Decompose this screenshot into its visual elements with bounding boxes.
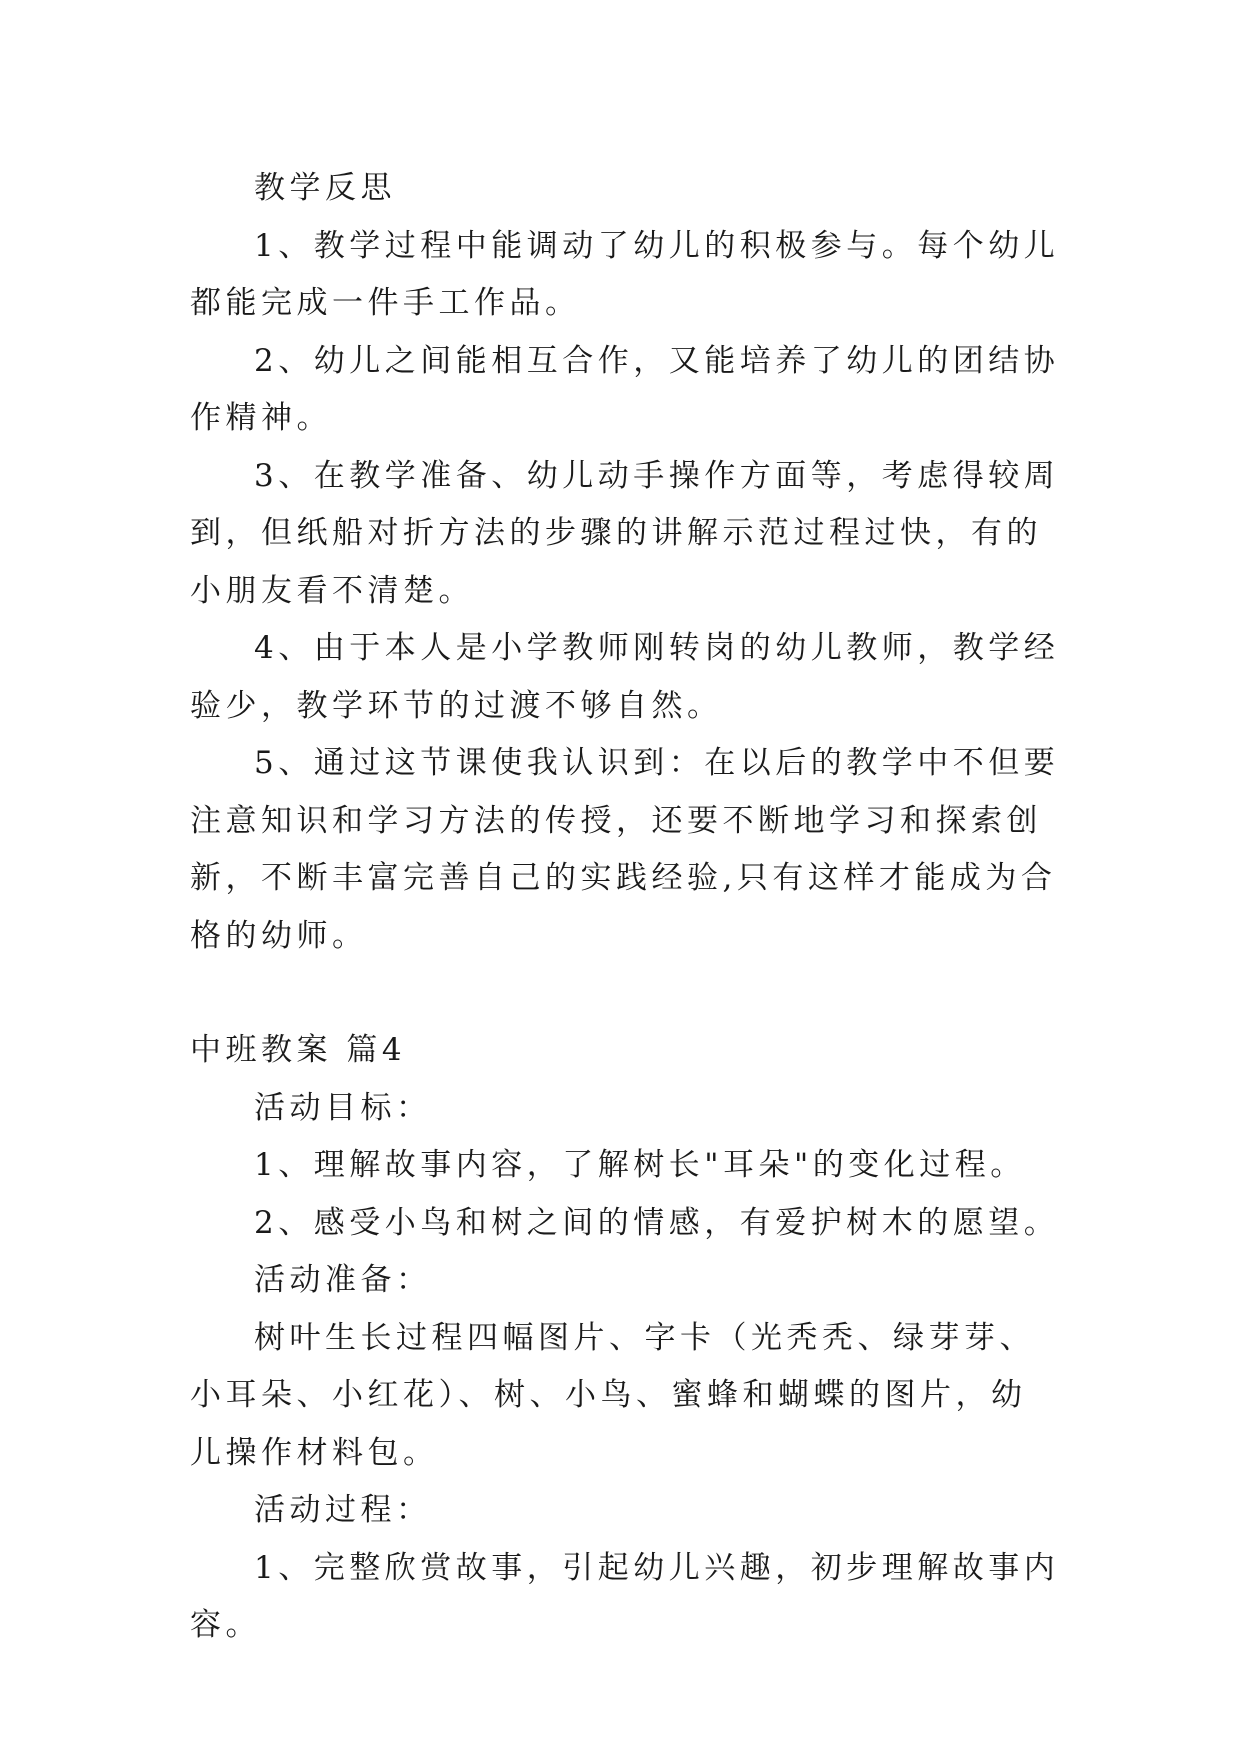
prep-text: 树叶生长过程四幅图片、字卡（光秃秃、绿芽芽、小耳朵、小红花）、树、小鸟、蜜蜂和蝴蝶的图片，幼儿操作材料包。: [190, 1319, 1035, 1471]
goals-title: 活动目标：: [254, 1089, 432, 1126]
process-item-1: 1、完整欣赏故事，引起幼儿兴趣，初步理解故事内容。: [190, 1549, 1060, 1643]
section-title-reflection: 教学反思: [254, 170, 396, 206]
goal-item-1: 1、理解故事内容，了解树长"耳朵"的变化过程。: [254, 1147, 1026, 1183]
reflection-paragraph-2: 2、幼儿之间能相互合作，又能培养了幼儿的团结协作精神。: [190, 342, 1060, 436]
reflection-paragraph-3: 3、在教学准备、幼儿动手操作方面等，考虑得较周到，但纸船对折方法的步骤的讲解示范过程过快，有的小朋友看不清楚。: [190, 457, 1060, 609]
reflection-paragraph-1: 1、教学过程中能调动了幼儿的积极参与。每个幼儿都能完成一件手工作品。: [190, 227, 1060, 321]
goal-item-2: 2、感受小鸟和树之间的情感，有爱护树木的愿望。: [254, 1204, 1060, 1241]
document-body: [190, 160, 1060, 1655]
reflection-paragraph-4: 4、由于本人是小学教师刚转岗的幼儿教师，教学经验少，教学环节的过渡不够自然。: [190, 630, 1060, 724]
prep-title: 活动准备：: [254, 1262, 432, 1298]
section-heading-lesson-4: 中班教案 篇4: [190, 1032, 407, 1068]
process-title: 活动过程：: [254, 1492, 432, 1528]
reflection-paragraph-5: 5、通过这节课使我认识到：在以后的教学中不但要注意知识和学习方法的传授，还要不断地学习和探索创新，不断丰富完善自己的实践经验,只有这样才能成为合格的幼师。: [190, 745, 1060, 954]
